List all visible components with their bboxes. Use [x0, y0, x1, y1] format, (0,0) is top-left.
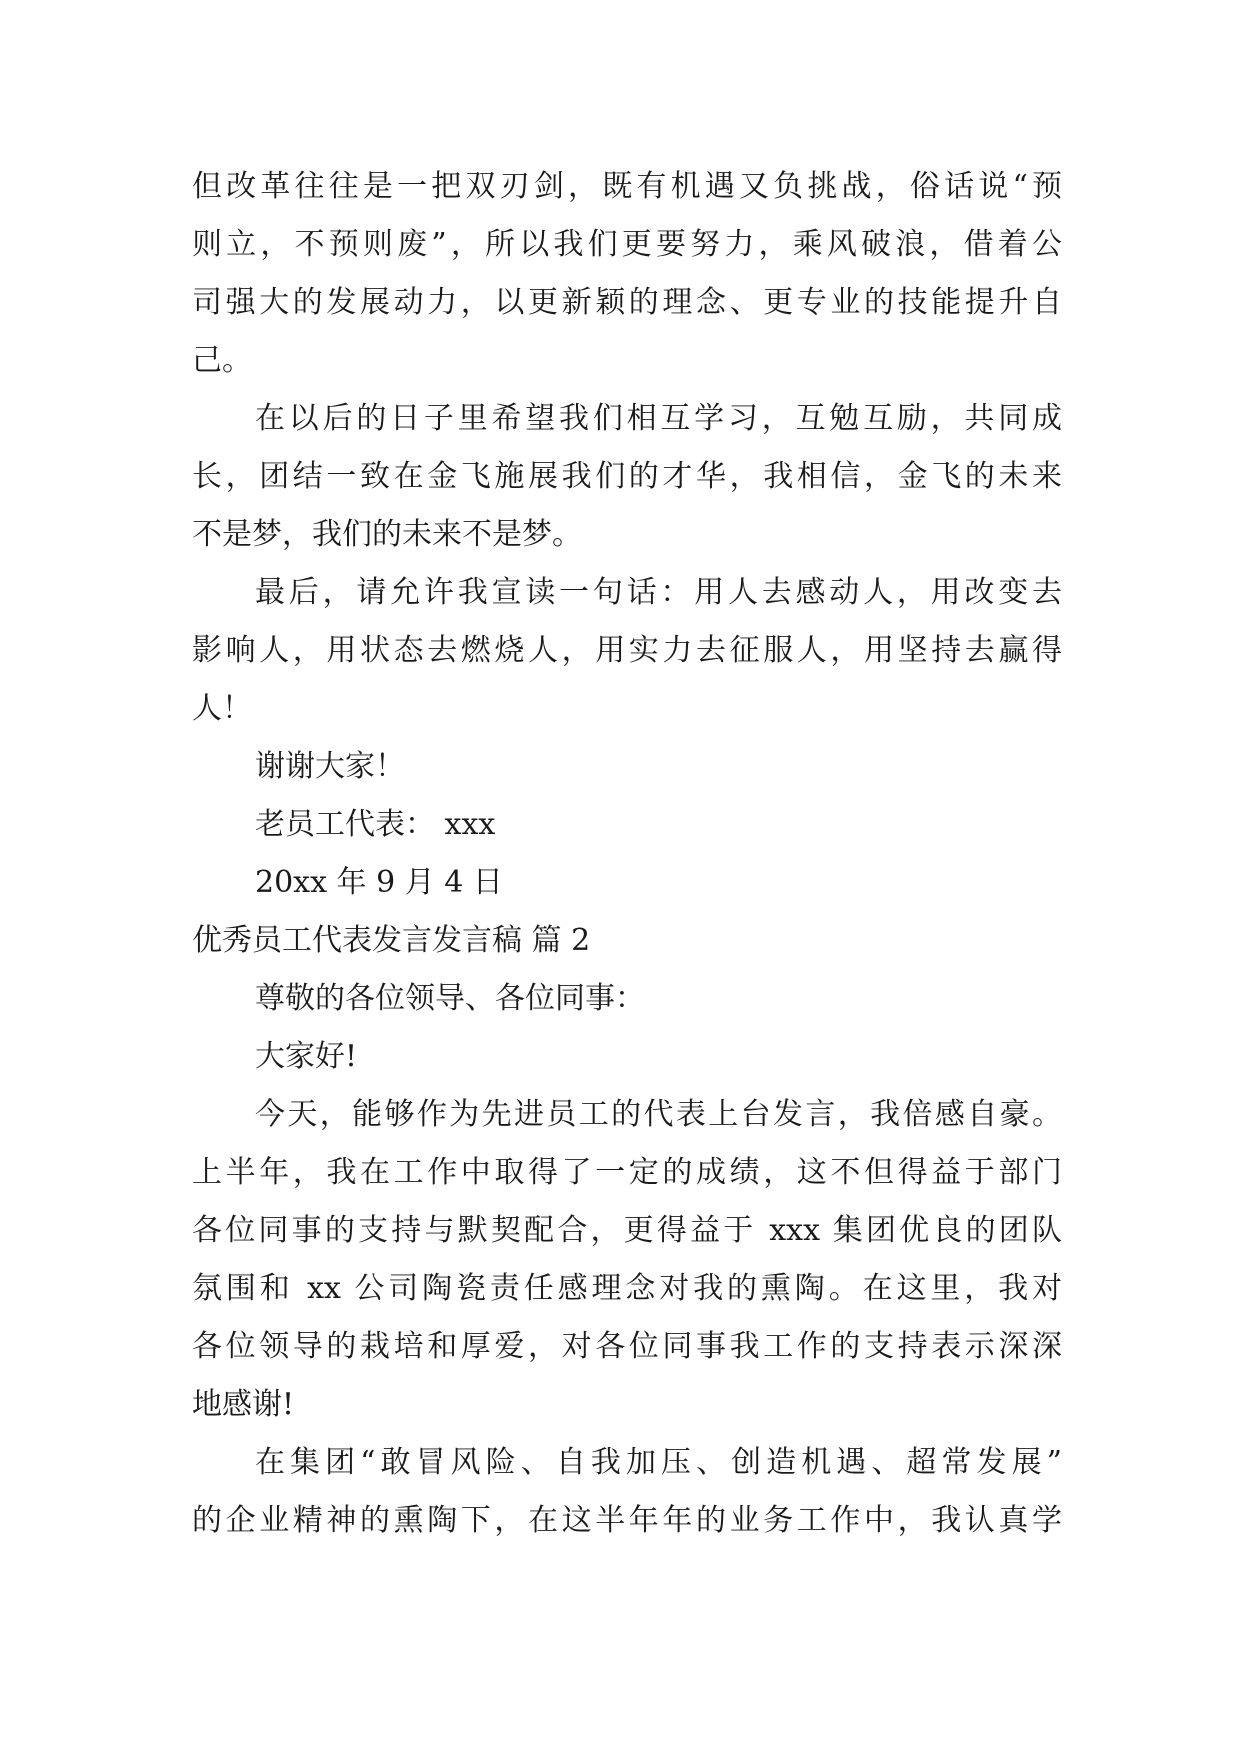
greeting-line: 大家好!	[255, 1039, 358, 1074]
text-line: 己。	[192, 343, 252, 378]
text-line: 最后，请允许我宣读一句话：用人去感动人，用改变去	[255, 575, 1062, 610]
text-line: 在以后的日子里希望我们相互学习，互勉互励，共同成	[255, 401, 1062, 436]
text-line: 氛围和 xx 公司陶瓷责任感理念对我的熏陶。在这里，我对	[192, 1271, 1062, 1306]
text-line: 司强大的发展动力，以更新颖的理念、更专业的技能提升自	[192, 285, 1062, 320]
text-line: 地感谢!	[192, 1387, 295, 1422]
text-line: 在集团“敢冒风险、自我加压、创造机遇、超常发展”	[255, 1445, 1062, 1480]
section-heading: 优秀员工代表发言发言稿 篇 2	[192, 923, 591, 958]
text-line: 上半年，我在工作中取得了一定的成绩，这不但得益于部门	[192, 1155, 1062, 1190]
closing-thanks: 谢谢大家！	[255, 749, 405, 784]
text-line: 各位同事的支持与默契配合，更得益于 xxx 集团优良的团队	[192, 1213, 1062, 1248]
text-line: 今天，能够作为先进员工的代表上台发言，我倍感自豪。	[255, 1097, 1062, 1132]
text-line: 不是梦，我们的未来不是梦。	[192, 517, 582, 552]
text-line: 各位领导的栽培和厚爱，对各位同事我工作的支持表示深深	[192, 1329, 1062, 1364]
date-line: 20xx 年 9 月 4 日	[255, 865, 503, 900]
salutation-line: 尊敬的各位领导、各位同事：	[255, 981, 645, 1016]
signature-line: 老员工代表： xxx	[255, 807, 496, 842]
text-line: 长，团结一致在金飞施展我们的才华，我相信，金飞的未来	[192, 459, 1062, 494]
text-line: 人！	[192, 691, 252, 726]
text-line: 但改革往往是一把双刃剑，既有机遇又负挑战，俗话说“预	[192, 169, 1062, 204]
text-line: 则立，不预则废”，所以我们更要努力，乘风破浪，借着公	[192, 227, 1062, 262]
document-body	[192, 158, 1062, 1550]
text-line: 的企业精神的熏陶下，在这半年年的业务工作中，我认真学	[192, 1503, 1062, 1538]
text-line: 影响人，用状态去燃烧人，用实力去征服人，用坚持去赢得	[192, 633, 1062, 668]
